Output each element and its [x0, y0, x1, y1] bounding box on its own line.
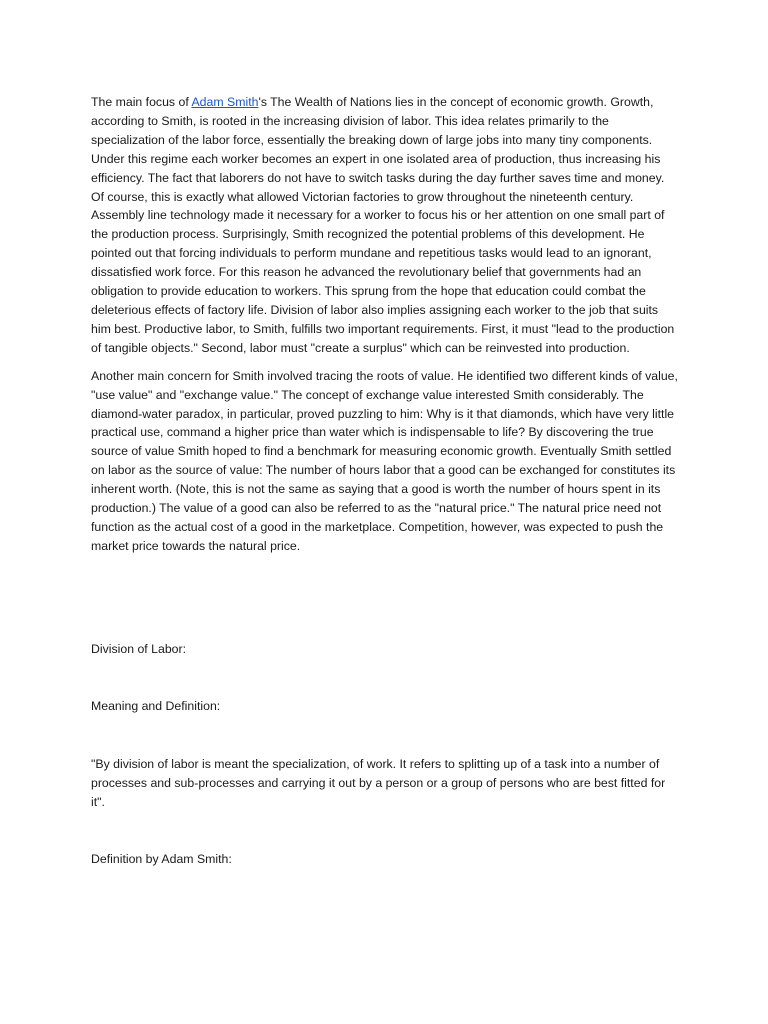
adam-smith-link[interactable]: Adam Smith	[191, 95, 259, 109]
paragraph1-body-text: 's The Wealth of Nations lies in the concept of economic growth. Growth, according to Smith, is rooted in the increasing division of labor. This idea relates primarily to the specialization of the labor force, essentially the breaking down of large jobs into many tiny components. Under this regime each worker becomes an expert in one isolated area of production, thus increasing his efficiency. The fact that laborers do not have to switch tasks during the day further saves time and money. Of course, this is exactly what allowed Victorian factories to grow throughout the nineteenth century. Assembly line technology made it necessary for a worker to focus his or her attention on one small part of the production process. Surprisingly, Smith recognized the potential problems of this development. He pointed out that forcing individuals to perform mundane and repetitious tasks would lead to an ignorant, dissatisfied work force. For this reason he advanced the revolutionary belief that governments had an obligation to provide education to workers. This sprung from the hope that education could combat the deleterious effects of factory life. Division of labor also implies assigning each worker to the job that suits him best. Productive labor, to Smith, fulfills two important requirements. First, it must "lead to the production of tangible objects." Second, labor must "create a surplus" which can be reinvested into production.	[91, 95, 675, 355]
paragraph-wealth-of-nations	[91, 93, 680, 358]
heading-division-of-labor: Division of Labor:	[91, 642, 187, 656]
paragraph1-lead-text: The main focus of	[91, 95, 192, 109]
definition-quote: "By division of labor is meant the specialization, of work. It refers to splitting up of a task into a number of processes and sub-processes and carrying it out by a person or a group of persons who are best fitted for it".	[91, 757, 666, 809]
paragraph-value: Another main concern for Smith involved tracing the roots of value. He identified two different kinds of value, "use value" and "exchange value." The concept of exchange value interested Smith considerably. The diamond-water paradox, in particular, proved puzzling to him: Why is it that diamonds, which have very little practical use, command a higher price than water which is indispensable to life? By discovering the true source of value Smith hoped to find a benchmark for measuring economic growth. Eventually Smith settled on labor as the source of value: The number of hours labor that a good can be exchanged for constitutes its inherent worth. (Note, this is not the same as saying that a good is worth the number of hours spent in its production.) The value of a good can also be referred to as the "natural price." The natural price need not function as the actual cost of a good in the marketplace. Competition, however, was expected to push the market price towards the natural price.	[91, 368, 678, 553]
heading-meaning-and-definition: Meaning and Definition:	[91, 699, 221, 713]
heading-definition-by-adam-smith: Definition by Adam Smith:	[91, 852, 232, 866]
